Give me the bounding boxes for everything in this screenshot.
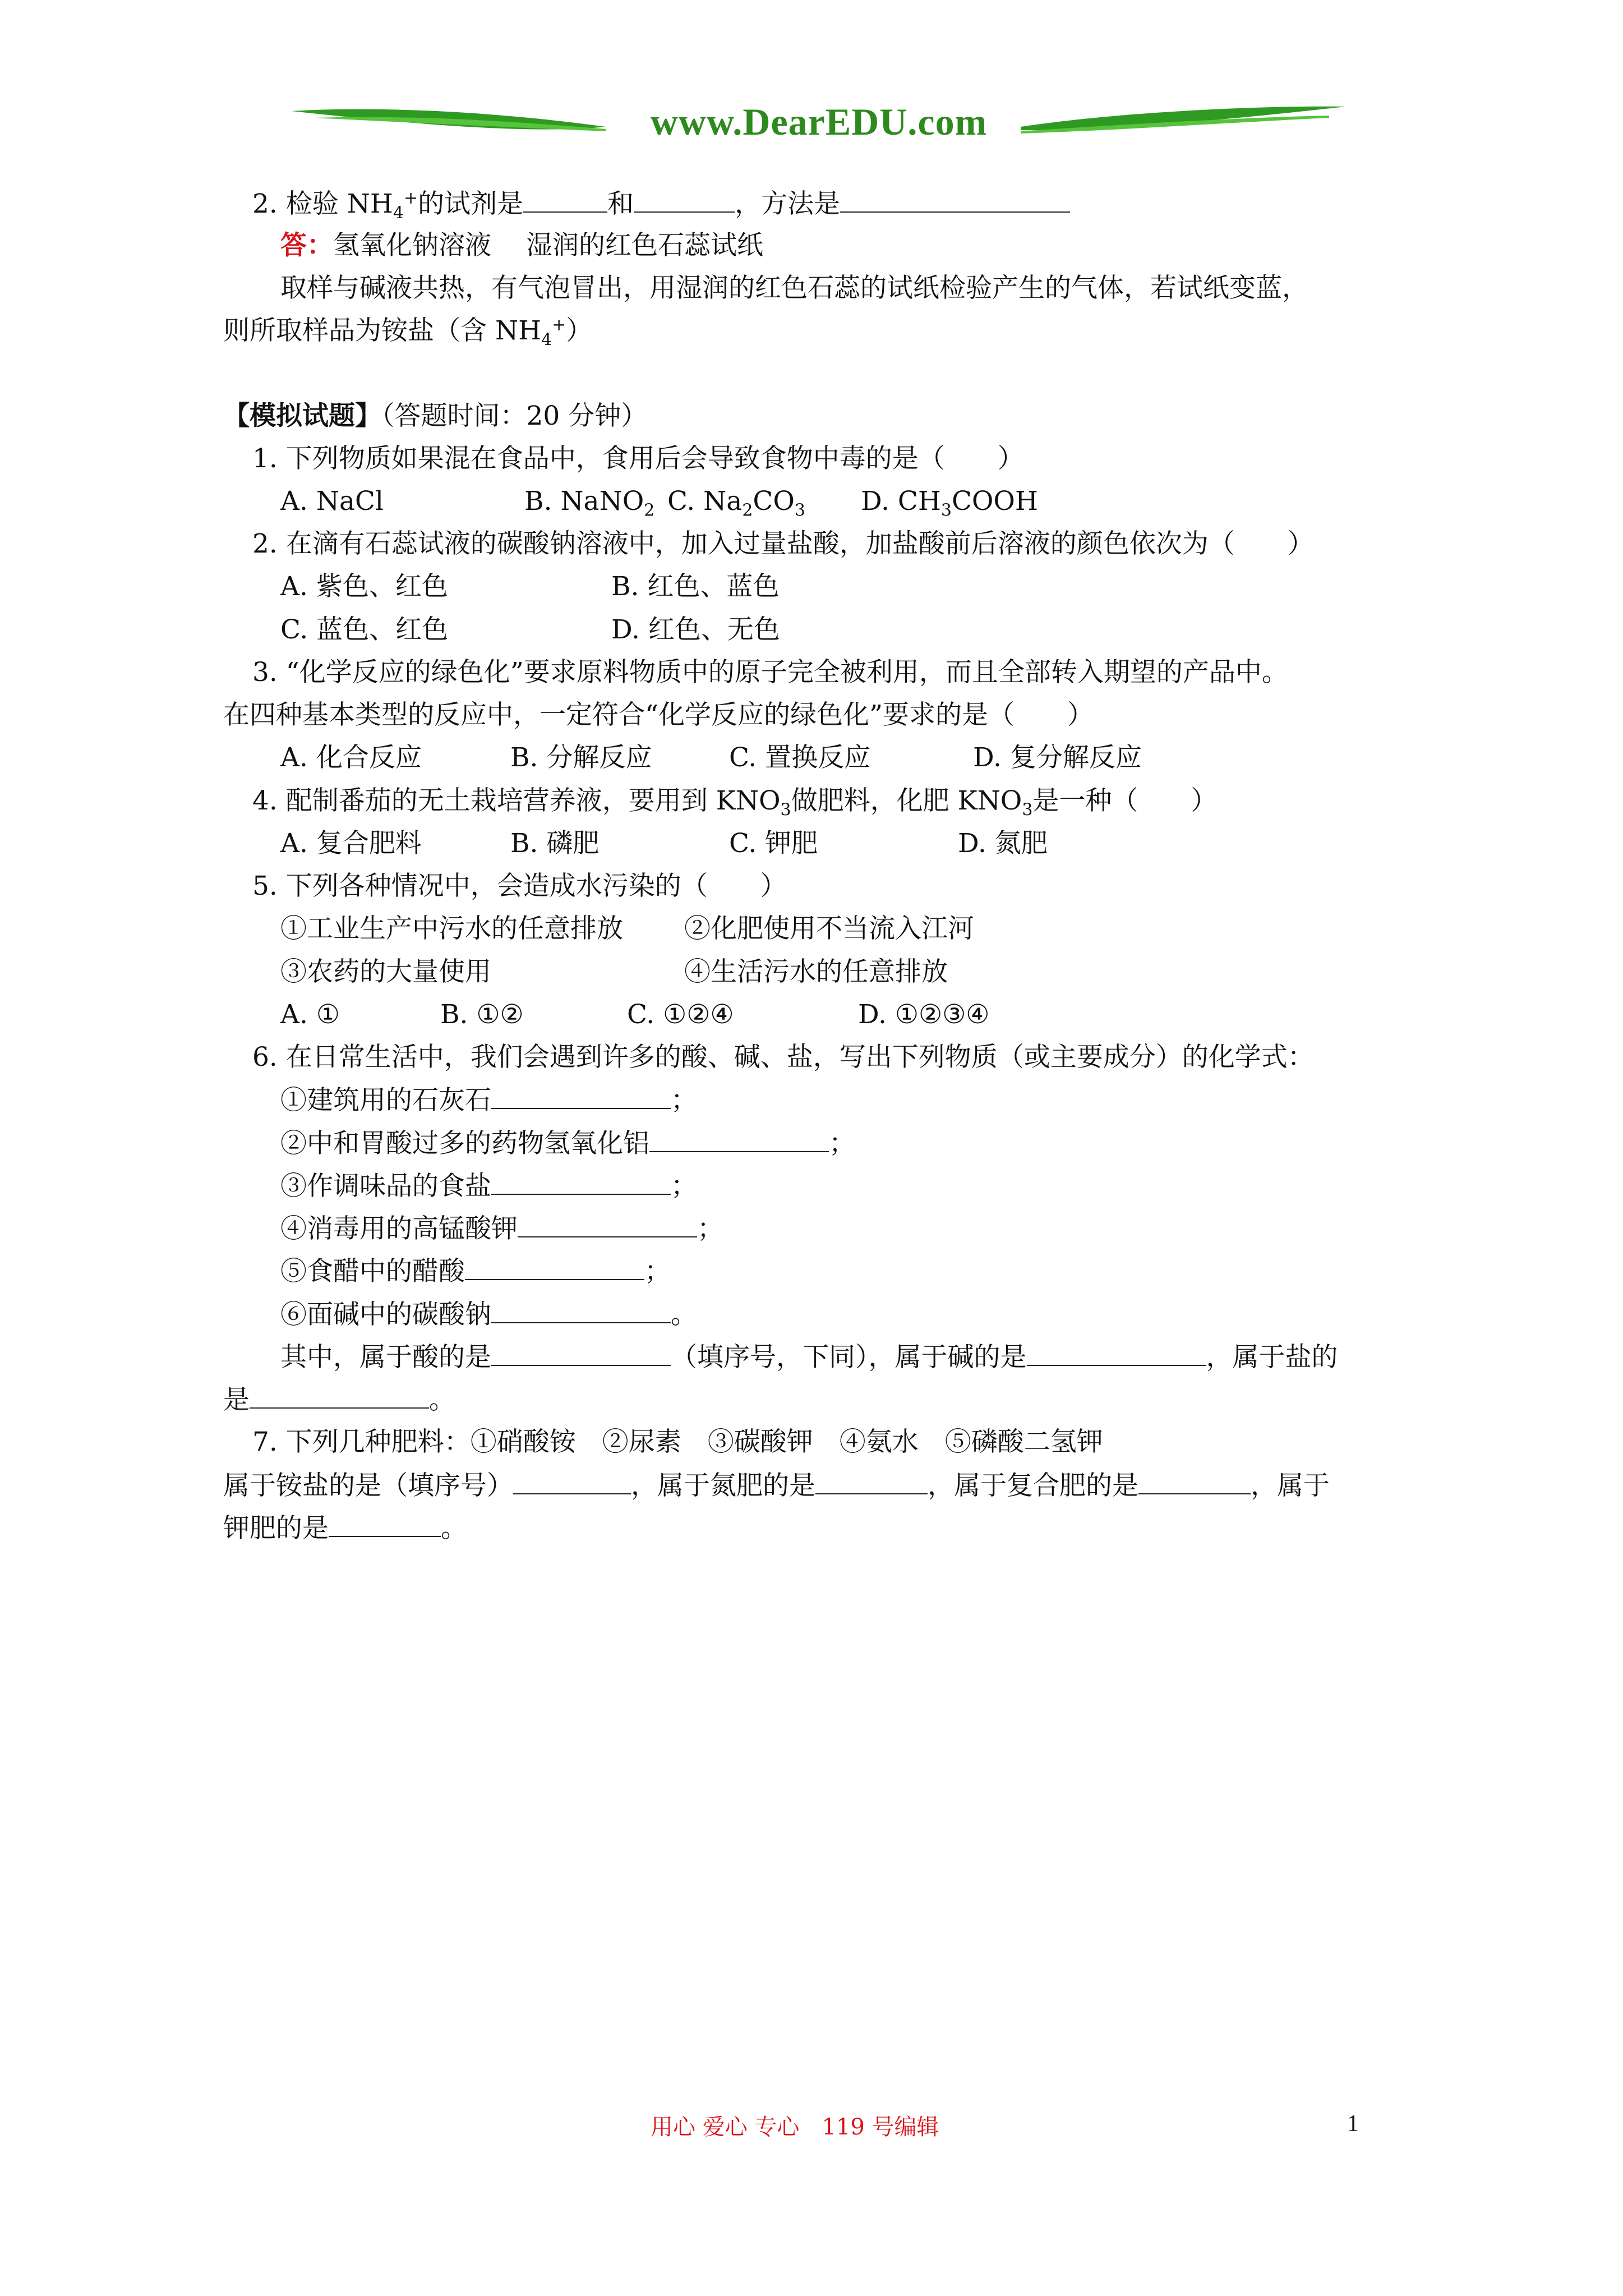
answer-blank — [1027, 1340, 1206, 1366]
answer-blank — [250, 1383, 429, 1409]
question-2-option-d: D. 红色、无色 — [611, 614, 780, 645]
footer-text: 用心 爱心 专心 119 号编辑 — [651, 2114, 939, 2140]
section-title: 【模拟试题】 — [223, 401, 381, 431]
answer-blank — [518, 1212, 697, 1237]
question-4-option-a: A. 复合肥料 — [280, 828, 422, 859]
question-3-option-a: A. 化合反应 — [280, 742, 422, 773]
site-header — [292, 90, 1346, 151]
question-3-option-c: C. 置换反应 — [729, 742, 871, 773]
prev-answer: 答：氢氧化钠溶液 湿润的红色石蕊试纸 — [280, 230, 763, 261]
prev-method-line-1: 取样与碱液共热，有气泡冒出，用湿润的红色石蕊的试纸检验产生的气体，若试纸变蓝， — [280, 273, 1308, 303]
question-5-item-3: ③农药的大量使用 — [280, 956, 491, 987]
answer-blank — [815, 1469, 928, 1494]
question-4-option-d: D. 氮肥 — [958, 828, 1048, 859]
question-6-classify-line-1: 其中，属于酸的是 （填序号，下同），属于碱的是 ，属于盐的 — [280, 1340, 1338, 1374]
question-6-item-2: ②中和胃酸过多的药物氢氧化铝 ； — [280, 1126, 855, 1161]
answer-blank — [329, 1511, 441, 1537]
question-2-option-b: B. 红色、蓝色 — [611, 571, 780, 602]
question-6-stem: 6. 在日常生活中，我们会遇到许多的酸、碱、盐，写出下列物质（或主要成分）的化学式： — [252, 1042, 1314, 1073]
question-6-item-1: ①建筑用的石灰石 ； — [280, 1083, 697, 1117]
question-6-classify-line-2: 是 。 — [223, 1383, 455, 1417]
question-4-option-b: B. 磷肥 — [510, 828, 600, 859]
answer-blank — [1138, 1469, 1251, 1494]
question-6-item-6: ⑥面碱中的碳酸钠 。 — [280, 1297, 697, 1332]
question-5-option-a: A. ① — [280, 999, 340, 1030]
answer-blank — [491, 1083, 671, 1109]
question-5-stem: 5. 下列各种情况中，会造成水污染的（ ） — [252, 871, 787, 901]
question-2-stem: 2. 在滴有石蕊试液的碳酸钠溶液中，加入过量盐酸，加盐酸前后溶液的颜色依次为（ ） — [252, 528, 1314, 559]
question-7-stem: 7. 下列几种肥料：①硝酸铵 ②尿素 ③碳酸钾 ④氨水 ⑤磷酸二氢钾 — [252, 1427, 1103, 1457]
answer-blank — [840, 187, 1070, 213]
answer-blank — [523, 187, 607, 213]
answer-blank — [491, 1169, 671, 1195]
question-1-option-a: A. NaCl — [280, 486, 384, 517]
question-6-item-4: ④消毒用的高锰酸钾 ； — [280, 1212, 723, 1246]
question-3-option-b: B. 分解反应 — [510, 742, 652, 773]
question-7-line-1: 属于铵盐的是（填序号） ，属于氮肥的是 ，属于复合肥的是 ，属于 — [223, 1469, 1330, 1503]
question-3-stem-line-1: 3. “化学反应的绿色化”要求原料物质中的原子完全被利用，而且全部转入期望的产品中。 — [252, 657, 1288, 688]
section-header — [223, 399, 647, 433]
answer-blank — [634, 187, 735, 213]
question-6-item-3: ③作调味品的食盐 ； — [280, 1169, 697, 1203]
answer-blank — [491, 1340, 671, 1366]
answer-blank — [649, 1126, 829, 1152]
section-time-note: （答题时间：20 分钟） — [381, 401, 648, 431]
answer-blank — [491, 1297, 671, 1323]
prev-method-line-2: 则所取样品为铵盐（含 $NH_4^+$） — [223, 315, 593, 350]
question-3-stem-line-2: 在四种基本类型的反应中，一定符合“化学反应的绿色化”要求的是（ ） — [223, 700, 1094, 730]
question-2-option-a: A. 紫色、红色 — [280, 571, 448, 602]
question-1-option-c: C. $Na_2CO_3$ — [667, 486, 805, 521]
answer-blank — [513, 1469, 631, 1494]
question-5-item-2: ②化肥使用不当流入江河 — [684, 913, 974, 944]
site-logo-text: www.DearEDU.com — [650, 100, 988, 143]
answer-label: 答： — [280, 230, 333, 261]
prev-question-2: 2. 检验 $NH_4^+$的试剂是 和 ，方法是 — [252, 187, 1070, 221]
question-4-stem: 4. 配制番茄的无土栽培营养液，要用到 $KNO_3$做肥料，化肥 $KNO_3$是一种（ ） — [252, 785, 1218, 820]
question-5-option-b: B. ①② — [440, 999, 524, 1030]
question-2-option-c: C. 蓝色、红色 — [280, 614, 449, 645]
question-7-line-2: 钾肥的是 。 — [223, 1511, 467, 1545]
question-3-option-d: D. 复分解反应 — [973, 742, 1142, 773]
question-1-option-b: B. NaNO$_2$ — [524, 486, 655, 521]
question-6-item-5: ⑤食醋中的醋酸 ； — [280, 1254, 671, 1289]
question-5-option-d: D. ①②③④ — [858, 999, 990, 1030]
question-1-stem: 1. 下列物质如果混在食品中，食用后会导致食物中毒的是（ ） — [252, 443, 1024, 474]
question-5-option-c: C. ①②④ — [627, 999, 734, 1030]
page-number: 1 — [1347, 2111, 1359, 2137]
question-4-option-c: C. 钾肥 — [729, 828, 818, 859]
question-1-option-d: D. $CH_3COOH$ — [861, 486, 1038, 521]
answer-blank — [465, 1254, 644, 1280]
question-5-item-1: ①工业生产中污水的任意排放 — [280, 913, 623, 944]
question-5-item-4: ④生活污水的任意排放 — [684, 956, 948, 987]
